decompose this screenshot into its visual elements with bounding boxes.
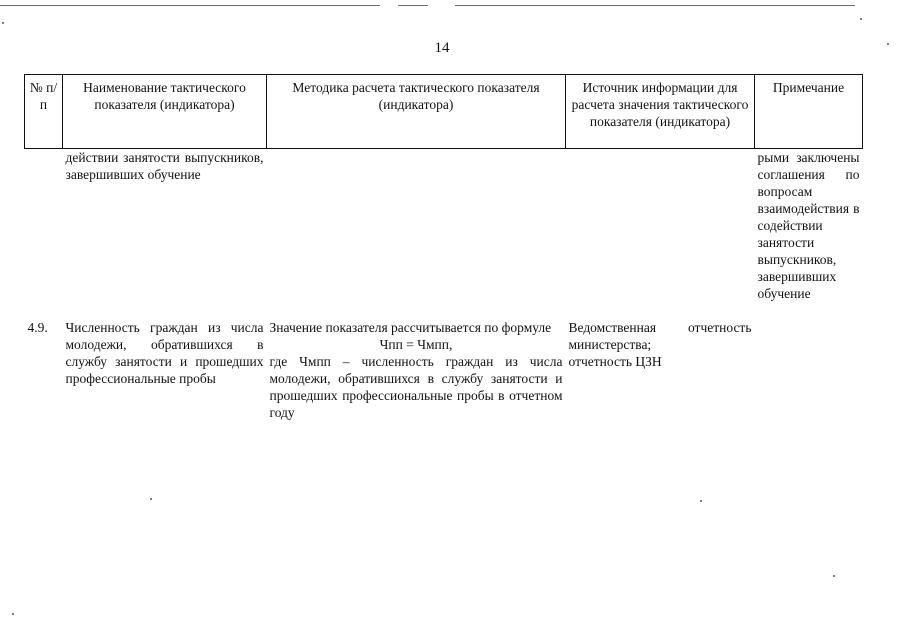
formula: Чпп = Чмпп, <box>379 337 453 352</box>
source-line: отчетность ЦЗН <box>568 354 662 369</box>
scan-speck <box>12 613 14 615</box>
scan-speck <box>833 575 835 577</box>
cell-number <box>25 149 63 303</box>
method-intro: Значение показателя рассчитывается по формуле <box>269 320 552 335</box>
cell-calculation-method <box>267 149 566 303</box>
cell-indicator-name: Численность граждан из числа молодежи, обратившихся в службу занятости и прошедших профессиональные пробы <box>65 320 264 386</box>
scan-speck <box>887 43 889 45</box>
table-row-4-9 <box>25 319 863 421</box>
scan-speck <box>2 22 4 24</box>
cell-indicator-name: действии занятости выпускников, завершивших обучение <box>65 150 264 182</box>
indicator-table <box>24 74 863 421</box>
header-information-source: Источник информации для расчета значения тактического показателя (индикатора) <box>566 75 755 149</box>
scan-line-top-segment <box>398 5 428 6</box>
cell-information-source <box>566 319 755 421</box>
cell-calculation-method <box>267 319 566 421</box>
table-row-spacer <box>25 302 863 319</box>
header-note: Примечание <box>755 75 863 149</box>
scan-speck <box>700 500 702 502</box>
cell-note <box>755 319 863 421</box>
table-row-continuation <box>25 149 863 303</box>
scan-line-top-segment <box>455 5 855 6</box>
table-header-row <box>25 75 863 149</box>
scan-speck <box>860 18 862 20</box>
header-calculation-method: Методика расчета тактического показателя (индикатора) <box>267 75 566 149</box>
cell-information-source <box>566 149 755 303</box>
scan-line-top <box>0 5 380 6</box>
scan-speck <box>150 498 152 500</box>
cell-note: рыми заключены соглашения по вопросам взаимодействия в содействии занятости выпускников, завершивших обучение <box>757 150 860 301</box>
page-number: 14 <box>434 40 450 56</box>
cell-number: 4.9. <box>27 320 48 335</box>
header-number: № п/п <box>25 75 63 149</box>
source-line: Ведомственная отчетность министерства; <box>568 320 752 352</box>
header-indicator-name: Наименование тактического показателя (индикатора) <box>63 75 267 149</box>
method-definition: где Чмпп – численность граждан из числа молодежи, обратившихся в службу занятости и прошедших профессиональные пробы в отчетном году <box>269 354 563 420</box>
